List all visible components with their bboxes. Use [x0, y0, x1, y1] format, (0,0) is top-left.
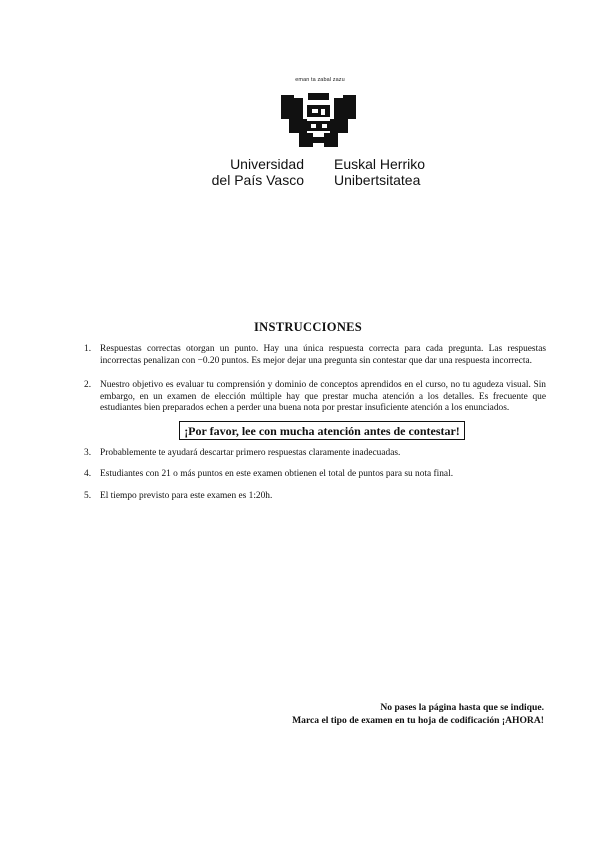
- university-name-es: [200, 156, 304, 188]
- instruction-text: Nuestro objetivo es evaluar tu comprensión y dominio de conceptos aprendidos en el curso, no tu agudeza visual. Sin embargo, en un examen de elección múltiple hay que prestar mucha atención a los detalles. Es frecuente que estudiantes bien preparados echen a perder una buena nota por prestar insuficiente atención a los enunciados.: [100, 380, 546, 413]
- footer-notice: [292, 701, 544, 727]
- university-eu-line2: Unibertsitatea: [334, 172, 421, 188]
- callout-container: [98, 421, 546, 440]
- university-name-eu: [334, 156, 474, 188]
- instruction-number: 5.: [84, 490, 92, 501]
- instruction-text: Respuestas correctas otorgan un punto. Hay una única respuesta correcta para cada pregunta. Las respuestas incorrectas penalizan con −0.20 puntos. Es mejor dejar una pregunta sin contestar que dar una respuesta incorrecta.: [100, 344, 546, 366]
- instruction-item-1: [84, 344, 546, 367]
- instruction-item-4: [84, 469, 546, 481]
- university-logo-icon: [281, 93, 356, 149]
- attention-callout: ¡Por favor, lee con mucha atención antes de contestar!: [179, 421, 465, 440]
- instruction-number: 3.: [84, 447, 92, 458]
- instruction-item-3: [84, 448, 546, 460]
- instructions-list: [84, 344, 546, 502]
- instruction-item-5: [84, 491, 546, 503]
- university-eu-line1: Euskal Herriko: [334, 156, 426, 172]
- footer-line-1: No pases la página hasta que se indique.: [380, 702, 544, 713]
- footer-line-2: Marca el tipo de examen en tu hoja de codificación ¡AHORA!: [292, 715, 544, 726]
- instruction-text: Estudiantes con 21 o más puntos en este examen obtienen el total de puntos para su nota final.: [100, 469, 454, 479]
- university-es-line2: del País Vasco: [211, 172, 304, 188]
- instruction-item-2: [84, 380, 546, 415]
- instruction-text: Probablemente te ayudará descartar primero respuestas claramente inadecuadas.: [100, 447, 401, 458]
- logo-motto: eman ta zabal zazu: [295, 77, 345, 83]
- instruction-text: El tiempo previsto para este examen es 1:20h.: [100, 490, 273, 501]
- instruction-number: 2.: [84, 380, 92, 390]
- instruction-number: 1.: [84, 344, 92, 354]
- instruction-number: 4.: [84, 469, 92, 479]
- university-es-line1: Universidad: [230, 156, 304, 172]
- page-title: INSTRUCCIONES: [253, 320, 363, 334]
